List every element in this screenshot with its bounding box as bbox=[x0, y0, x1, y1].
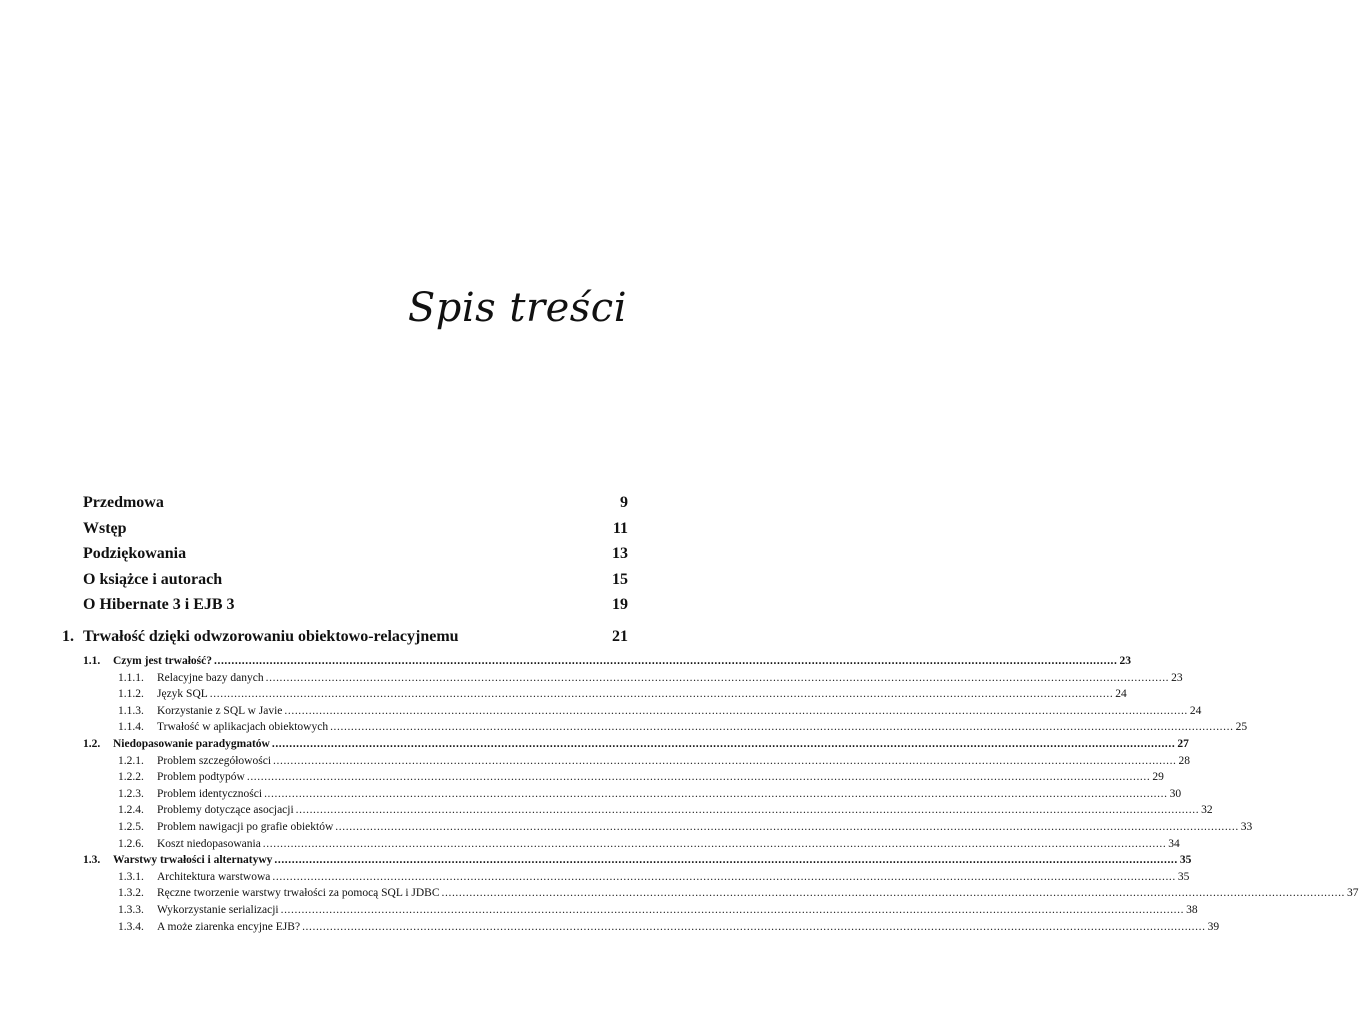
toc-entry-section[interactable] bbox=[83, 738, 1189, 750]
entry-page: 19 bbox=[612, 596, 628, 613]
subsection-title: Wykorzystanie serializacji bbox=[157, 904, 279, 916]
leader-dots: .................................................................................................................................................................................................................................................................... bbox=[265, 671, 1170, 684]
chapter-title: Trwałość dzięki odwzorowaniu obiektowo-relacyjnemu bbox=[83, 628, 459, 645]
subsection-page: 30 bbox=[1169, 787, 1182, 800]
subsection-page: 39 bbox=[1207, 920, 1220, 933]
section-page: 35 bbox=[1179, 854, 1192, 867]
subsection-page: 32 bbox=[1201, 804, 1213, 817]
toc-entry-chapter[interactable] bbox=[62, 628, 628, 646]
toc-entry-subsection[interactable] bbox=[118, 671, 1183, 684]
subsection-title: Problem podtypów bbox=[157, 771, 245, 784]
subsection-page: 33 bbox=[1240, 821, 1253, 833]
toc-entry-section[interactable] bbox=[83, 655, 1131, 667]
leader-dots: .................................................................................................................................................................................................................................................................... bbox=[271, 738, 1176, 750]
leader-dots: .................................................................................................................................................................................................................................................................... bbox=[214, 655, 1118, 667]
section-page: 23 bbox=[1119, 655, 1131, 667]
leader-dots: .................................................................................................................................................................................................................................................................... bbox=[302, 920, 1206, 933]
toc-entry-subsection[interactable] bbox=[118, 704, 1202, 717]
entry-page: 9 bbox=[620, 494, 628, 511]
section-page: 27 bbox=[1177, 738, 1189, 750]
entry-title: Podziękowania bbox=[83, 545, 187, 562]
subsection-title: Koszt niedopasowania bbox=[157, 837, 261, 850]
leader-dots: .................................................................................................................................................................................................................................................................... bbox=[264, 787, 1168, 800]
page-title: Spis treści bbox=[407, 285, 627, 331]
leader-dots: .................................................................................................................................................................................................................................................................... bbox=[209, 688, 1114, 701]
section-title: Warstwy trwałości i alternatywy bbox=[113, 854, 273, 867]
subsection-page: 35 bbox=[1177, 870, 1190, 883]
toc-entry-subsection[interactable] bbox=[118, 721, 1248, 734]
subsection-page: 37 bbox=[1347, 887, 1359, 900]
entry-title: Przedmowa bbox=[83, 494, 164, 511]
subsection-title: Relacyjne bazy danych bbox=[157, 671, 264, 684]
toc-entry-section[interactable] bbox=[83, 854, 1192, 867]
leader-dots: .................................................................................................................................................................................................................................................................... bbox=[284, 704, 1188, 717]
leader-dots: .................................................................................................................................................................................................................................................................... bbox=[335, 821, 1239, 833]
subsection-page: 24 bbox=[1115, 688, 1127, 701]
subsection-title: Problem identyczności bbox=[157, 787, 263, 800]
subsection-title: Problemy dotyczące asocjacji bbox=[157, 804, 294, 817]
subsection-page: 23 bbox=[1171, 671, 1183, 684]
subsection-number: 1.3.1. bbox=[118, 870, 144, 883]
subsection-title: Korzystanie z SQL w Javie bbox=[157, 704, 283, 717]
subsection-page: 25 bbox=[1235, 721, 1248, 734]
subsection-title: Język SQL bbox=[157, 688, 208, 701]
leader-dots: .................................................................................................................................................................................................................................................................... bbox=[262, 837, 1167, 850]
subsection-number: 1.2.4. bbox=[118, 804, 144, 817]
subsection-number: 1.3.2. bbox=[118, 887, 144, 900]
subsection-number: 1.3.4. bbox=[118, 920, 144, 933]
subsection-page: 24 bbox=[1189, 704, 1202, 717]
subsection-title: A może ziarenka encyjne EJB? bbox=[157, 920, 301, 933]
leader-dots: .................................................................................................................................................................................................................................................................... bbox=[295, 804, 1200, 817]
leader-dots: .................................................................................................................................................................................................................................................................... bbox=[274, 854, 1178, 867]
subsection-title: Problem nawigacji po grafie obiektów bbox=[157, 821, 334, 833]
subsection-number: 1.1.4. bbox=[118, 721, 144, 734]
toc-entry-subsection[interactable] bbox=[118, 870, 1190, 883]
section-number: 1.1. bbox=[83, 655, 101, 667]
entry-title: O Hibernate 3 i EJB 3 bbox=[83, 596, 235, 613]
toc-entry-subsection[interactable] bbox=[118, 771, 1164, 784]
subsection-number: 1.2.2. bbox=[118, 771, 144, 784]
leader-dots: .................................................................................................................................................................................................................................................................... bbox=[273, 754, 1177, 767]
entry-page: 15 bbox=[612, 570, 628, 588]
leader-dots: .................................................................................................................................................................................................................................................................... bbox=[272, 870, 1176, 883]
entry-page: 13 bbox=[612, 545, 628, 562]
subsection-number: 1.1.3. bbox=[118, 704, 144, 717]
toc-entry-subsection[interactable] bbox=[118, 904, 1198, 916]
subsection-title: Problem szczegółowości bbox=[157, 754, 272, 767]
toc-entry-subsection[interactable] bbox=[118, 821, 1253, 833]
subsection-number: 1.2.1. bbox=[118, 754, 144, 767]
section-title: Czym jest trwałość? bbox=[113, 655, 212, 667]
leader-dots: .................................................................................................................................................................................................................................................................... bbox=[441, 887, 1346, 900]
toc-entry-subsection[interactable] bbox=[118, 887, 1359, 900]
toc-entry-front[interactable] bbox=[83, 520, 628, 538]
toc-entry-front[interactable] bbox=[83, 596, 628, 614]
section-title: Niedopasowanie paradygmatów bbox=[113, 738, 270, 750]
subsection-page: 28 bbox=[1178, 754, 1191, 767]
leader-dots: .................................................................................................................................................................................................................................................................... bbox=[280, 904, 1185, 916]
entry-title: Wstęp bbox=[83, 519, 127, 537]
subsection-number: 1.2.6. bbox=[118, 837, 144, 850]
entry-title: O książce i autorach bbox=[83, 570, 223, 588]
subsection-title: Ręczne tworzenie warstwy trwałości za pomocą SQL i JDBC bbox=[157, 887, 440, 900]
subsection-number: 1.2.5. bbox=[118, 821, 144, 833]
section-number: 1.3. bbox=[83, 854, 101, 867]
subsection-title: Trwałość w aplikacjach obiektowych bbox=[157, 721, 329, 734]
subsection-title: Architektura warstwowa bbox=[157, 870, 271, 883]
subsection-page: 38 bbox=[1186, 904, 1198, 916]
entry-page: 11 bbox=[612, 519, 628, 537]
leader-dots: .................................................................................................................................................................................................................................................................... bbox=[330, 721, 1234, 734]
toc-entry-front[interactable] bbox=[83, 545, 628, 563]
toc-entry-front[interactable] bbox=[83, 571, 628, 589]
subsection-number: 1.3.3. bbox=[118, 904, 144, 916]
chapter-page: 21 bbox=[612, 628, 628, 645]
toc-entry-subsection[interactable] bbox=[118, 804, 1213, 817]
toc-entry-subsection[interactable] bbox=[118, 688, 1127, 701]
toc-entry-subsection[interactable] bbox=[118, 754, 1191, 767]
leader-dots: .................................................................................................................................................................................................................................................................... bbox=[246, 771, 1151, 784]
toc-entry-front[interactable] bbox=[83, 494, 628, 512]
toc-entry-subsection[interactable] bbox=[118, 920, 1220, 933]
toc-entry-subsection[interactable] bbox=[118, 787, 1182, 800]
section-number: 1.2. bbox=[83, 738, 101, 750]
subsection-page: 29 bbox=[1152, 771, 1164, 784]
subsection-number: 1.2.3. bbox=[118, 787, 144, 800]
subsection-page: 34 bbox=[1168, 837, 1180, 850]
subsection-number: 1.1.2. bbox=[118, 688, 144, 701]
toc-entry-subsection[interactable] bbox=[118, 837, 1180, 850]
chapter-number: 1. bbox=[62, 628, 74, 645]
subsection-number: 1.1.1. bbox=[118, 671, 144, 684]
